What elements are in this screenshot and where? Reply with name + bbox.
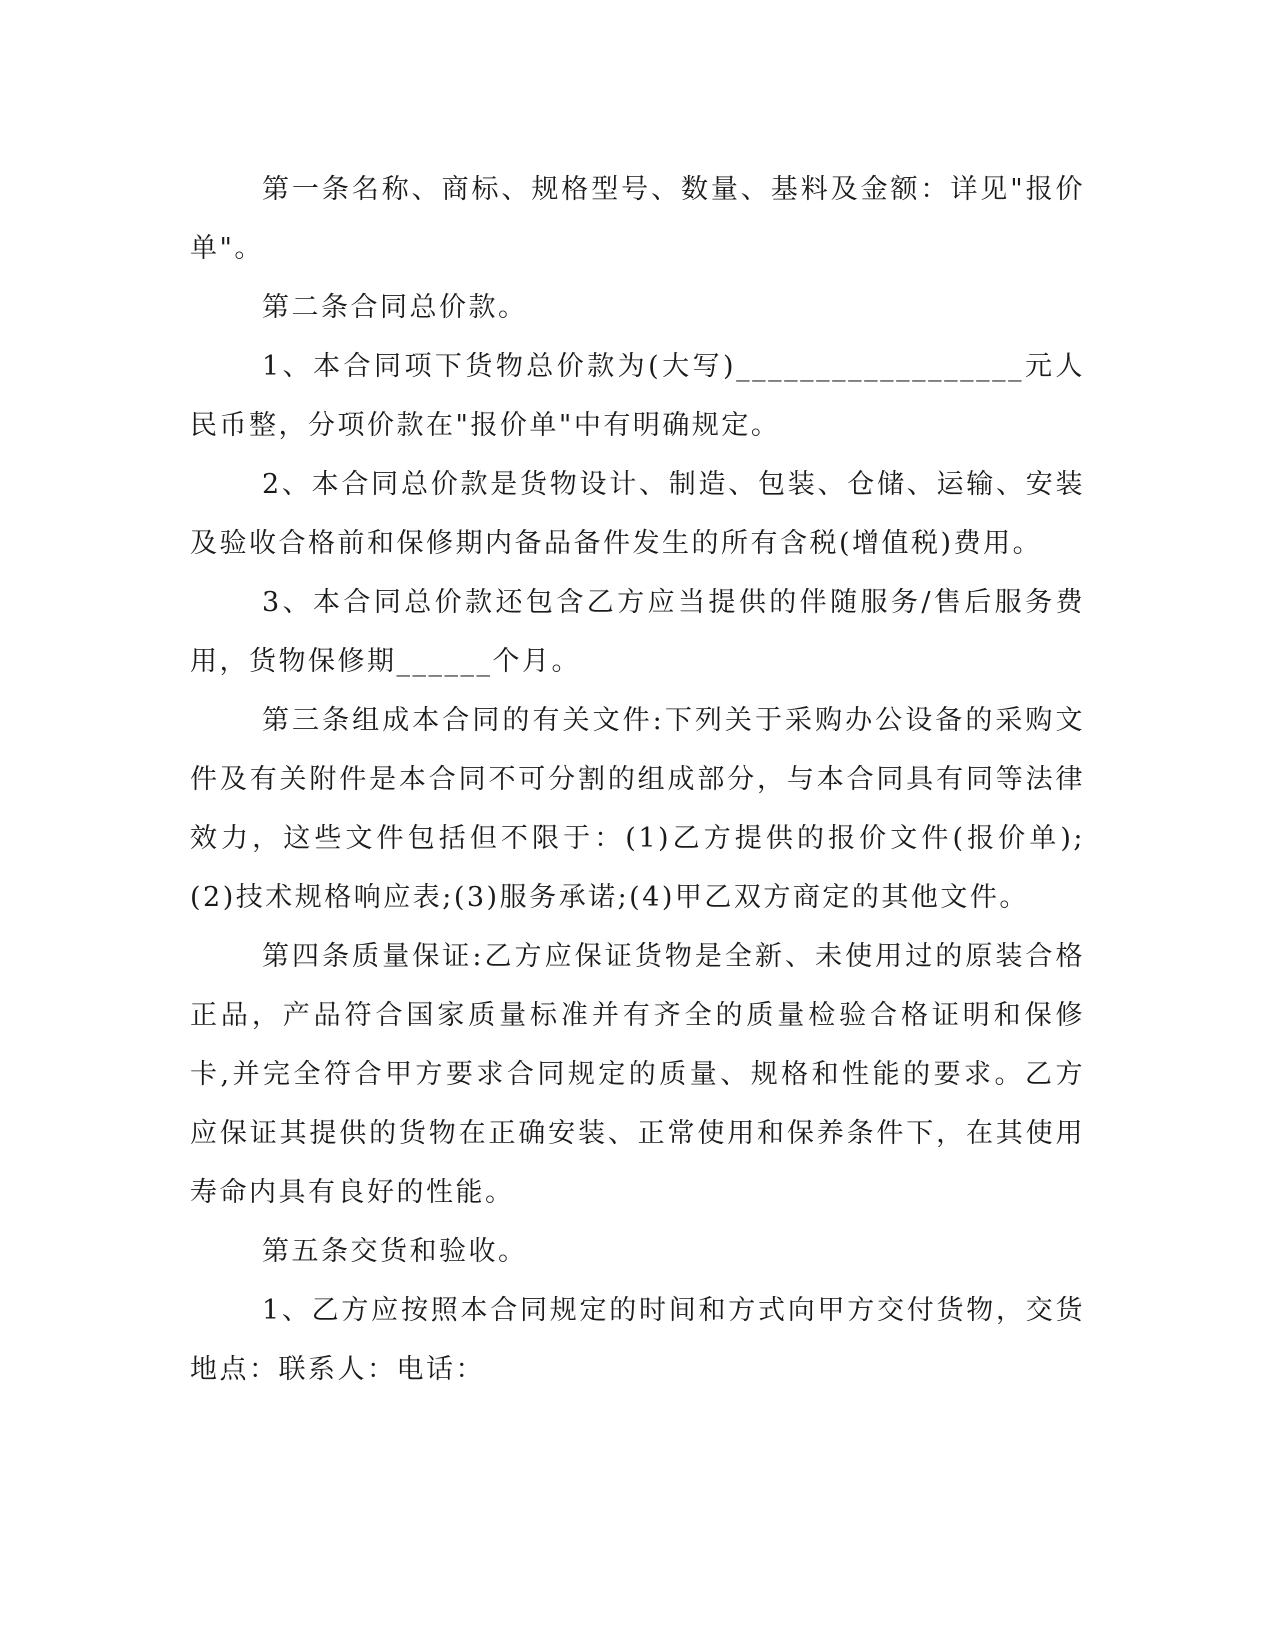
- clause-4-text: 第四条质量保证:乙方应保证货物是全新、未使用过的原装合格正品，产品符合国家质量标准并有齐全的质量检验合格证明和保修卡,并完全符合甲方要求合同规定的质量、规格和性能的要求。乙方应保证其提供的货物在正确安装、正常使用和保养条件下，在其使用寿命内具有良好的性能。: [190, 941, 1085, 1208]
- clause-5-title: 第五条交货和验收。: [262, 1236, 528, 1267]
- clause-1-title: 第一条名称、商标、规格型号、数量、基料及金额：详见"报价单"。: [190, 174, 1085, 264]
- clause-2-item-3: 3、本合同总价款还包含乙方应当提供的伴随服务/售后服务费用，货物保修期______个月。: [190, 587, 1085, 677]
- clause-5-item-1: 1、乙方应按照本合同规定的时间和方式向甲方交付货物，交货地点：联系人：电话：: [190, 1295, 1085, 1385]
- clause-2-item-1: 1、本合同项下货物总价款为(大写)__________________元人民币整，分项价款在"报价单"中有明确规定。: [190, 351, 1085, 441]
- clause-2-item-2: 2、本合同总价款是货物设计、制造、包装、仓储、运输、安装及验收合格前和保修期内备品备件发生的所有含税(增值税)费用。: [190, 469, 1085, 559]
- clause-2-title: 第二条合同总价款。: [262, 292, 528, 323]
- clause-3-text: 第三条组成本合同的有关文件:下列关于采购办公设备的采购文件及有关附件是本合同不可分割的组成部分，与本合同具有同等法律效力，这些文件包括但不限于：(1)乙方提供的报价文件(报价单);(2)技术规格响应表;(3)服务承诺;(4)甲乙双方商定的其他文件。: [190, 705, 1085, 913]
- document-body: [190, 160, 1085, 1399]
